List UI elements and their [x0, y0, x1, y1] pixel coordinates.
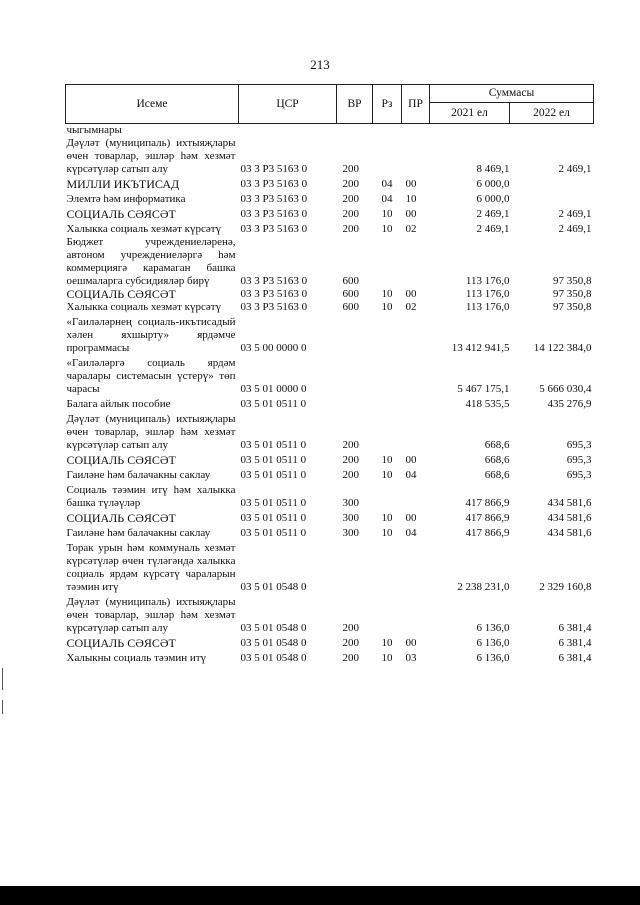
row-rz: [373, 540, 402, 594]
row-pr: 00: [405, 288, 417, 300]
row-pr: 03: [405, 652, 417, 664]
table-row: [66, 137, 594, 176]
header-vr: ВР: [337, 85, 373, 124]
row-csr: 03 5 01 0548 0: [240, 581, 307, 593]
table-row: [66, 635, 594, 650]
row-sum-2022: 695,3: [566, 439, 592, 451]
row-sum-2021: 6 136,0: [476, 622, 510, 634]
row-csr: 03 5 01 0548 0: [240, 652, 307, 664]
row-csr: 03 5 00 0000 0: [240, 342, 307, 354]
row-sum-2021: 6 000,0: [476, 178, 510, 190]
row-pr: 04: [405, 469, 417, 481]
row-sum-2022: [510, 191, 594, 206]
table-row: [66, 176, 594, 191]
scan-margin-mark: [2, 700, 3, 714]
row-pr: [402, 124, 430, 138]
header-pr: ПР: [402, 85, 430, 124]
row-sum-2022: 695,3: [566, 454, 592, 466]
row-rz: [373, 411, 402, 452]
row-vr: 200: [342, 652, 359, 664]
row-vr: [337, 355, 373, 396]
row-vr: [337, 540, 373, 594]
row-vr: [337, 396, 373, 411]
row-sum-2022: 2 469,1: [558, 208, 592, 220]
row-vr: 200: [342, 208, 359, 220]
scan-edge-bar: [0, 886, 640, 905]
row-vr: 200: [342, 637, 359, 649]
table-row: [66, 206, 594, 221]
row-csr: 03 5 01 0511 0: [240, 439, 307, 451]
row-vr: 200: [342, 178, 359, 190]
row-csr: 03 3 P3 5163 0: [240, 301, 308, 313]
table-row: [66, 301, 594, 314]
row-csr: 03 5 01 0511 0: [240, 398, 307, 410]
row-rz: 04: [381, 178, 393, 190]
row-vr: 300: [342, 527, 359, 539]
row-rz: 10: [381, 301, 393, 313]
row-vr: 200: [342, 439, 359, 451]
table-row: [66, 221, 594, 236]
row-csr: 03 5 01 0511 0: [240, 497, 307, 509]
table-row: [66, 396, 594, 411]
row-sum-2021: 417 866,9: [465, 497, 510, 509]
table-row: [66, 191, 594, 206]
table-row: [66, 124, 594, 138]
row-sum-2022: 2 469,1: [558, 163, 592, 175]
row-csr: 03 5 01 0511 0: [240, 527, 307, 539]
row-vr: 600: [342, 301, 359, 313]
row-csr: 03 5 01 0000 0: [240, 383, 307, 395]
row-sum-2022: 5 666 030,4: [539, 383, 592, 395]
row-rz: 10: [381, 512, 393, 524]
row-sum-2022: 2 469,1: [558, 223, 592, 235]
row-rz: 10: [381, 208, 393, 220]
header-year-2021: 2021 ел: [430, 103, 510, 124]
table-row: [66, 314, 594, 355]
row-vr: 200: [342, 622, 359, 634]
row-csr: 03 5 01 0548 0: [240, 622, 307, 634]
row-sum-2021: 6 136,0: [476, 637, 510, 649]
row-sum-2021: 417 866,9: [465, 512, 510, 524]
row-sum-2022: 434 581,6: [547, 512, 592, 524]
row-vr: 300: [342, 497, 359, 509]
table-header: [66, 85, 594, 124]
row-name: Гаиләне һәм балачакны саклау: [66, 527, 211, 539]
row-csr: 03 3 P3 5163 0: [240, 288, 308, 300]
row-sum-2021: 668,6: [484, 439, 510, 451]
row-sum-2022: 434 581,6: [547, 497, 592, 509]
row-vr: 200: [342, 223, 359, 235]
row-pr: [402, 314, 430, 355]
budget-table: [65, 84, 594, 665]
row-vr: 600: [342, 288, 359, 300]
row-sum-2021: 418 535,5: [465, 398, 510, 410]
row-pr: 02: [405, 223, 417, 235]
row-sum-2022: 695,3: [566, 469, 592, 481]
row-pr: [402, 482, 430, 510]
row-pr: [402, 236, 430, 288]
row-sum-2021: 6 136,0: [476, 652, 510, 664]
page-number: 213: [310, 57, 330, 72]
row-rz: 04: [381, 193, 393, 205]
row-csr: 03 3 P3 5163 0: [240, 163, 308, 175]
row-rz: 10: [381, 288, 393, 300]
row-sum-2022: 434 581,6: [547, 527, 592, 539]
row-name: СОЦИАЛЬ СӘЯСӘТ: [66, 207, 176, 221]
row-sum-2022: 2 329 160,8: [539, 581, 592, 593]
row-pr: [402, 396, 430, 411]
header-csr: ЦСР: [239, 85, 337, 124]
table-row: [66, 467, 594, 482]
row-sum-2021: 8 469,1: [476, 163, 510, 175]
row-sum-2022: [510, 124, 594, 138]
row-sum-2022: 97 350,8: [553, 275, 592, 287]
row-name: СОЦИАЛЬ СӘЯСӘТ: [66, 287, 176, 301]
row-sum-2021: 5 467 175,1: [457, 383, 510, 395]
row-csr: 03 5 01 0511 0: [240, 454, 307, 466]
header-name: Исеме: [66, 85, 239, 124]
row-name: Дәүләт (муниципаль) ихтыяҗлары өчен товарлар, эшләр һәм хезмәт күрсәтүләр сатып алу: [66, 137, 236, 175]
row-sum-2021: 2 469,1: [476, 223, 510, 235]
row-sum-2021: 668,6: [484, 469, 510, 481]
row-pr: 02: [405, 301, 417, 313]
row-csr: 03 3 P3 5163 0: [240, 178, 308, 190]
row-vr: 300: [342, 512, 359, 524]
row-name: чыгымнары: [66, 124, 122, 136]
table-row: [66, 510, 594, 525]
table-row: [66, 482, 594, 510]
row-pr: 04: [405, 527, 417, 539]
header-rz: Рз: [373, 85, 402, 124]
row-sum-2022: [510, 176, 594, 191]
row-rz: 10: [381, 652, 393, 664]
row-rz: [373, 396, 402, 411]
row-pr: [402, 355, 430, 396]
row-sum-2021: 113 176,0: [465, 288, 510, 300]
row-sum-2021: 2 238 231,0: [457, 581, 510, 593]
row-rz: 10: [381, 469, 393, 481]
row-rz: [373, 137, 402, 176]
row-pr: 00: [405, 208, 417, 220]
row-pr: [402, 137, 430, 176]
row-pr: 00: [405, 454, 417, 466]
row-vr: 200: [342, 454, 359, 466]
row-csr: 03 5 01 0548 0: [240, 637, 307, 649]
row-name: Халыкны социаль тәэмин итү: [66, 652, 207, 664]
header-year-2022: 2022 ел: [510, 103, 594, 124]
row-name: СОЦИАЛЬ СӘЯСӘТ: [66, 453, 176, 467]
row-sum-2022: 435 276,9: [547, 398, 592, 410]
row-name: Торак урын һәм коммуналь хезмәт күрсәтүләр өчен түләгәндә халыкка социаль ярдәм күрсәтү чараларын тәэмин итү: [66, 542, 236, 593]
row-name: СОЦИАЛЬ СӘЯСӘТ: [66, 511, 176, 525]
row-rz: [373, 236, 402, 288]
row-name: Дәүләт (муниципаль) ихтыяҗлары өчен товарлар, эшләр һәм хезмәт күрсәтүләр сатып алу: [66, 596, 236, 634]
row-name: Социаль тәэмин итү һәм халыкка башка түләүләр: [66, 484, 236, 509]
row-name: СОЦИАЛЬ СӘЯСӘТ: [66, 636, 176, 650]
row-csr: 03 5 01 0511 0: [240, 512, 307, 524]
row-pr: 00: [405, 512, 417, 524]
row-pr: [402, 411, 430, 452]
row-name: Элемтә һәм информатика: [66, 193, 186, 205]
row-rz: 10: [381, 223, 393, 235]
row-name: Балага айлык пособие: [66, 398, 171, 410]
row-sum-2022: 97 350,8: [553, 288, 592, 300]
row-rz: [373, 482, 402, 510]
table-row: [66, 355, 594, 396]
row-csr: 03 3 P3 5163 0: [240, 193, 308, 205]
row-vr: 200: [342, 163, 359, 175]
row-rz: 10: [381, 454, 393, 466]
row-name: Халыкка социаль хезмәт күрсәтү: [66, 301, 222, 313]
row-rz: [373, 314, 402, 355]
table-row: [66, 525, 594, 540]
row-sum-2021: 13 412 941,5: [451, 342, 510, 354]
row-pr: [402, 540, 430, 594]
row-rz: [373, 124, 402, 138]
table-row: [66, 236, 594, 288]
row-rz: 10: [381, 527, 393, 539]
row-sum-2021: 6 000,0: [476, 193, 510, 205]
row-sum-2021: 668,6: [484, 454, 510, 466]
table-row: [66, 411, 594, 452]
row-pr: 00: [405, 178, 417, 190]
row-csr: [239, 124, 337, 138]
row-sum-2022: 6 381,4: [558, 652, 592, 664]
row-name: Гаиләне һәм балачакны саклау: [66, 469, 211, 481]
row-csr: 03 3 P3 5163 0: [240, 275, 308, 287]
row-pr: 00: [405, 637, 417, 649]
row-sum-2021: 113 176,0: [465, 275, 510, 287]
row-pr: 10: [405, 193, 417, 205]
row-rz: [373, 594, 402, 635]
table-row: [66, 650, 594, 665]
row-name: «Гаиләләрнең социаль-икътисадый хәлен яхшырту» ярдәмче программасы: [66, 316, 236, 354]
scan-margin-mark: [2, 668, 3, 690]
row-sum-2021: 2 469,1: [476, 208, 510, 220]
row-pr: [402, 594, 430, 635]
table-row: [66, 594, 594, 635]
row-sum-2022: 14 122 384,0: [533, 342, 592, 354]
row-sum-2021: 113 176,0: [465, 301, 510, 313]
row-rz: 10: [381, 637, 393, 649]
table-body: [66, 124, 594, 666]
row-name: Халыкка социаль хезмәт күрсәтү: [66, 223, 222, 235]
row-sum-2022: 97 350,8: [553, 301, 592, 313]
row-name: Бюджет учреждениеләренә, автоном учреждениеләргә һәм коммерциягә карамаган башка оешмаларга субсидияләр бирү: [66, 236, 236, 287]
row-rz: [373, 355, 402, 396]
row-vr: 600: [342, 275, 359, 287]
table-row: [66, 540, 594, 594]
row-name: «Гаиләләргә социаль ярдәм чаралары системасын үстерү» төп чарасы: [66, 357, 236, 395]
row-vr: 200: [342, 193, 359, 205]
row-sum-2021: 417 866,9: [465, 527, 510, 539]
row-sum-2022: 6 381,4: [558, 622, 592, 634]
row-csr: 03 5 01 0511 0: [240, 469, 307, 481]
row-name: Дәүләт (муниципаль) ихтыяҗлары өчен товарлар, эшләр һәм хезмәт күрсәтүләр сатып алу: [66, 413, 236, 451]
row-sum-2022: 6 381,4: [558, 637, 592, 649]
row-vr: [337, 124, 373, 138]
row-sum-2021: [430, 124, 510, 138]
row-vr: 200: [342, 469, 359, 481]
table-row: [66, 288, 594, 301]
row-vr: [337, 314, 373, 355]
row-name: МИЛЛИ ИКЪТИСАД: [66, 177, 180, 191]
table-row: [66, 452, 594, 467]
row-csr: 03 3 P3 5163 0: [240, 208, 308, 220]
header-sums: Суммасы: [430, 85, 594, 103]
row-csr: 03 3 P3 5163 0: [240, 223, 308, 235]
